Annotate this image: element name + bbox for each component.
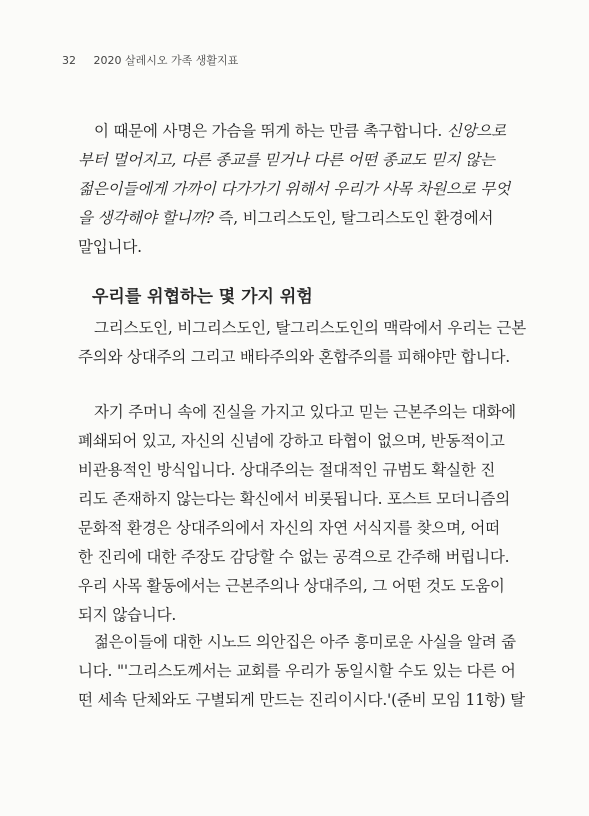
paragraph-dangers <box>78 314 526 372</box>
text-line: 한 진리에 대한 주장도 감당할 수 없는 공격으로 간주해 버립니다. <box>78 548 510 566</box>
text-line: 문화적 환경은 상대주의에서 자신의 자연 서식지를 찾으며, 어떠 <box>78 519 500 537</box>
text-span: 이 때문에 사명은 가슴을 뛰게 하는 만큼 촉구합니다. <box>94 122 447 140</box>
paragraph-fundamentalism <box>78 398 518 630</box>
section-heading: 우리를 위협하는 몇 가지 위험 <box>92 287 313 307</box>
text-line: 젊은이들에게 가까이 다가가기 위해서 우리가 사목 차원으로 무엇 <box>78 180 510 198</box>
text-line: 자기 주머니 속에 진실을 가지고 있다고 믿는 근본주의는 대화에 <box>94 403 516 421</box>
text-line <box>78 204 518 233</box>
text-line: 주의와 상대주의 그리고 배타주의와 혼합주의를 피해야만 합니다. <box>78 348 510 366</box>
italic-text-span: 을 생각해야 할니까? <box>78 209 214 227</box>
text-line: 되지 않습니다. <box>78 606 177 624</box>
text-line <box>78 117 518 146</box>
text-line: 리도 존재하지 않는다는 확신에서 비롯됩니다. 포스트 모더니즘의 <box>78 490 510 508</box>
paragraph-synod <box>78 628 525 715</box>
running-header <box>62 52 238 68</box>
text-line: 부터 멀어지고, 다른 종교를 믿거나 다른 어떤 종교도 믿지 않는 <box>78 151 495 169</box>
italic-text-span: 신앙으로 <box>446 122 506 140</box>
text-line: 그리스도인, 비그리스도인, 탈그리스도인의 맥락에서 우리는 근본 <box>94 319 526 337</box>
text-line: 니다. "'그리스도께서는 교회를 우리가 동일시할 수도 있는 다른 어 <box>78 662 516 680</box>
text-span: 즉, 비그리스도인, 탈그리스도인 환경에서 <box>213 209 494 227</box>
text-line: 말입니다. <box>78 238 142 256</box>
text-line: 젊은이들에 대한 시노드 의안집은 아주 흥미로운 사실을 알려 줍 <box>94 633 516 651</box>
book-title: 2020 살레시오 가족 생활지표 <box>93 54 239 67</box>
paragraph-intro <box>78 117 518 262</box>
text-line: 폐쇄되어 있고, 자신의 신념에 강하고 타협이 없으며, 반동적이고 <box>78 432 505 450</box>
page-number: 32 <box>62 54 76 67</box>
text-line: 우리 사목 활동에서는 근본주의나 상대주의, 그 어떤 것도 도움이 <box>78 577 505 595</box>
text-line: 떤 세속 단체와도 구별되게 만드는 진리이시다.'(준비 모임 11항) 탈 <box>78 691 525 709</box>
text-line: 비관용적인 방식입니다. 상대주의는 절대적인 규범도 확실한 진 <box>78 461 496 479</box>
